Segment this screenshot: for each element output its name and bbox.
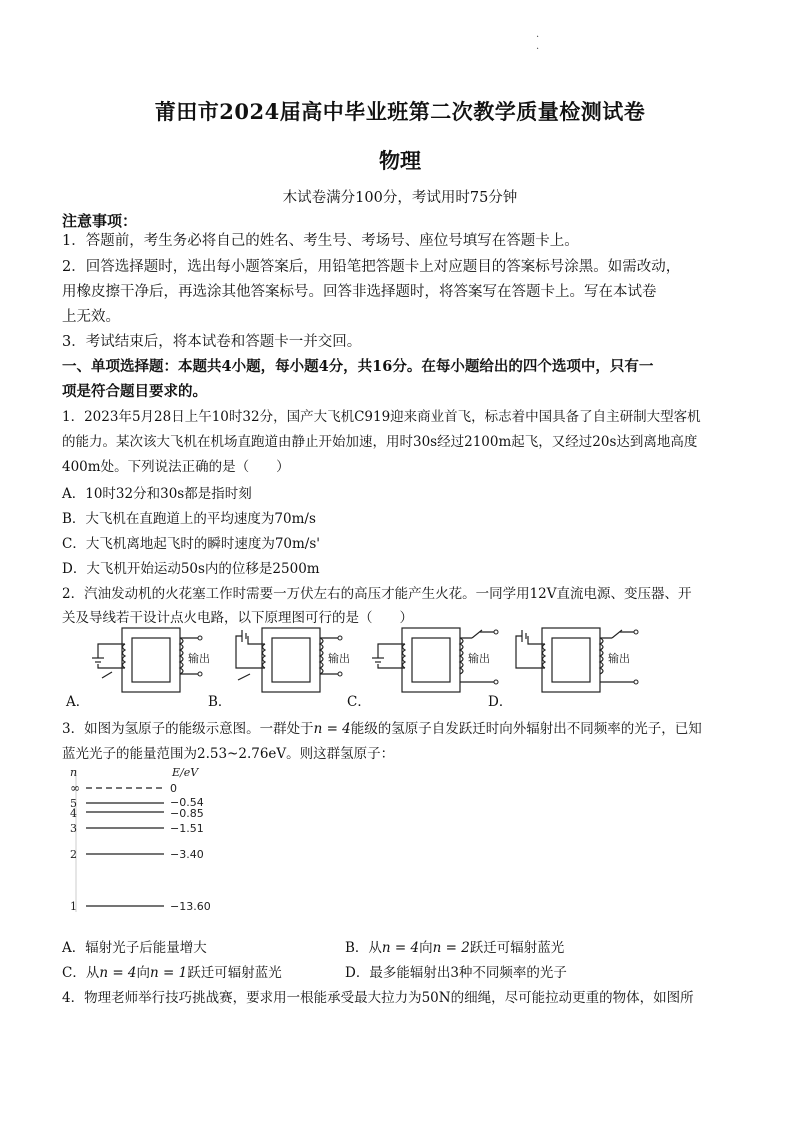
level-n: ∞: [70, 781, 80, 795]
q3-text: 蓝光光子的能量范围为2.53~2.76eV。则这群氢原子：: [62, 746, 395, 762]
circuit-diagram-a: [88, 622, 228, 708]
option-text-part: 向: [136, 965, 151, 981]
option-text-part: B．从: [345, 940, 382, 956]
exam-title: 莆田市2024届高中毕业班第二次教学质量检测试卷: [154, 99, 646, 124]
q3-text-part: 3．如图为氢原子的能级示意图。一群处于: [62, 721, 314, 737]
level-n: 5: [70, 797, 77, 810]
q3-text: [62, 717, 752, 741]
notice-line: 1．答题前，考生务必将自己的姓名、考生号、考场号、座位号填写在答题卡上。: [62, 233, 579, 249]
output-label: 输出: [468, 652, 490, 665]
n-symbol: n = 4: [381, 940, 420, 956]
level-n: 4: [70, 807, 77, 820]
energy-axis-label: E/eV: [172, 766, 199, 779]
notice-heading: 注意事项：: [62, 212, 138, 230]
option-text-part: 跃迁可辐射蓝光: [187, 965, 282, 981]
level-energy: −1.51: [170, 822, 204, 835]
section-heading-cont: 项是符合题目要求的。: [62, 383, 207, 400]
q1-option-d: D．大飞机开始运动50s内的位移是2500m: [62, 561, 320, 577]
notice-line: 3．考试结束后，将本试卷和答题卡一并交回。: [62, 334, 362, 350]
option-text-part: 向: [419, 940, 433, 956]
q3-option-a: A．辐射光子后能量增大: [62, 940, 207, 956]
n-axis-label: n: [70, 766, 78, 779]
level-energy: 0: [170, 782, 177, 795]
q2-text: 关及导线若干设计点火电路，以下原理图可行的是（ ）: [62, 610, 413, 626]
output-label: 输出: [188, 652, 210, 665]
q3-option-c: [62, 961, 342, 985]
circuit-diagram-d: [508, 622, 648, 708]
n-symbol: n = 2: [432, 940, 470, 956]
circuit-diagram-c: [368, 622, 508, 708]
option-text-part: C．从: [62, 965, 100, 981]
q2-option-d-label: D．: [488, 694, 513, 710]
notice-line: 2．回答选择题时，选出每小题答案后，用铅笔把答题卡上对应题目的答案标号涂黑。如需改动，: [62, 259, 681, 275]
q1-text: 的能力。某次该大飞机在机场直跑道由静止开始加速，用时30s经过2100m起飞，又经过20s达到离地高度: [62, 434, 698, 450]
q2-option-b-label: B．: [208, 694, 232, 710]
q1-text: 400m处。下列说法正确的是（ ）: [62, 459, 290, 475]
output-label: 输出: [328, 652, 350, 665]
energy-level-1: [70, 900, 211, 913]
subject-title: 物理: [379, 148, 421, 173]
level-n: 2: [70, 848, 77, 861]
q1-option-a: A．10时32分和30s都是指时刻: [62, 486, 252, 502]
energy-level-diagram: [64, 766, 244, 916]
exam-info: 木试卷满分100分，考试用时75分钟: [282, 190, 518, 206]
output-label: 输出: [608, 652, 630, 665]
q1-text: 1．2023年5月28日上午10时32分，国产大飞机C919迎来商业首飞，标志着中国具备了自主研制大型客机: [62, 409, 701, 425]
q2-option-a-label: A．: [66, 694, 90, 710]
n-symbol: n = 4: [99, 965, 137, 981]
level-energy: −0.85: [170, 807, 204, 820]
q3-n-symbol: n = 4: [313, 721, 351, 737]
level-n: 1: [70, 900, 77, 913]
energy-level-inf: [70, 781, 177, 795]
q3-text-part: 能级的氢原子自发跃迁时向外辐射出不同频率的光子，已知: [350, 721, 702, 737]
q3-option-d: D．最多能辐射出3种不同频率的光子: [345, 965, 567, 981]
level-energy: −3.40: [170, 848, 204, 861]
q4-text: 4．物理老师举行技巧挑战赛，要求用一根能承受最大拉力为50N的细绳，尽可能拉动更重的物体，如图所: [62, 990, 694, 1006]
level-energy: −0.54: [170, 796, 204, 809]
energy-level-2: [70, 848, 204, 861]
q3-option-b: [345, 936, 745, 960]
energy-level-4: [70, 807, 204, 820]
level-energy: −13.60: [170, 900, 211, 913]
energy-level-3: [70, 822, 204, 835]
q2-circuit-diagrams: [62, 622, 752, 712]
q2-text: 2．汽油发动机的火花塞工作时需要一万伏左右的高压才能产生火花。一同学用12V直流电源、变压器、开: [62, 586, 692, 602]
q1-option-b: B．大飞机在直跑道上的平均速度为70m/s: [62, 511, 316, 527]
option-text-part: 跃迁可辐射蓝光: [469, 940, 565, 956]
notice-line: 上无效。: [62, 309, 120, 325]
q1-option-c: C．大飞机离地起飞时的瞬时速度为70m/s': [62, 536, 320, 552]
q2-option-c-label: C．: [347, 694, 371, 710]
n-symbol: n = 1: [150, 965, 188, 981]
scan-dots: · ·: [536, 32, 540, 55]
level-n: 3: [70, 822, 77, 835]
notice-line: 用橡皮擦干净后，再选涂其他答案标号。回答非选择题时，将答案写在答题卡上。写在本试卷: [62, 284, 657, 300]
section-heading: 一、单项选择题：本题共4小题，每小题4分，共16分。在每小题给出的四个选项中，只有一: [62, 358, 654, 375]
